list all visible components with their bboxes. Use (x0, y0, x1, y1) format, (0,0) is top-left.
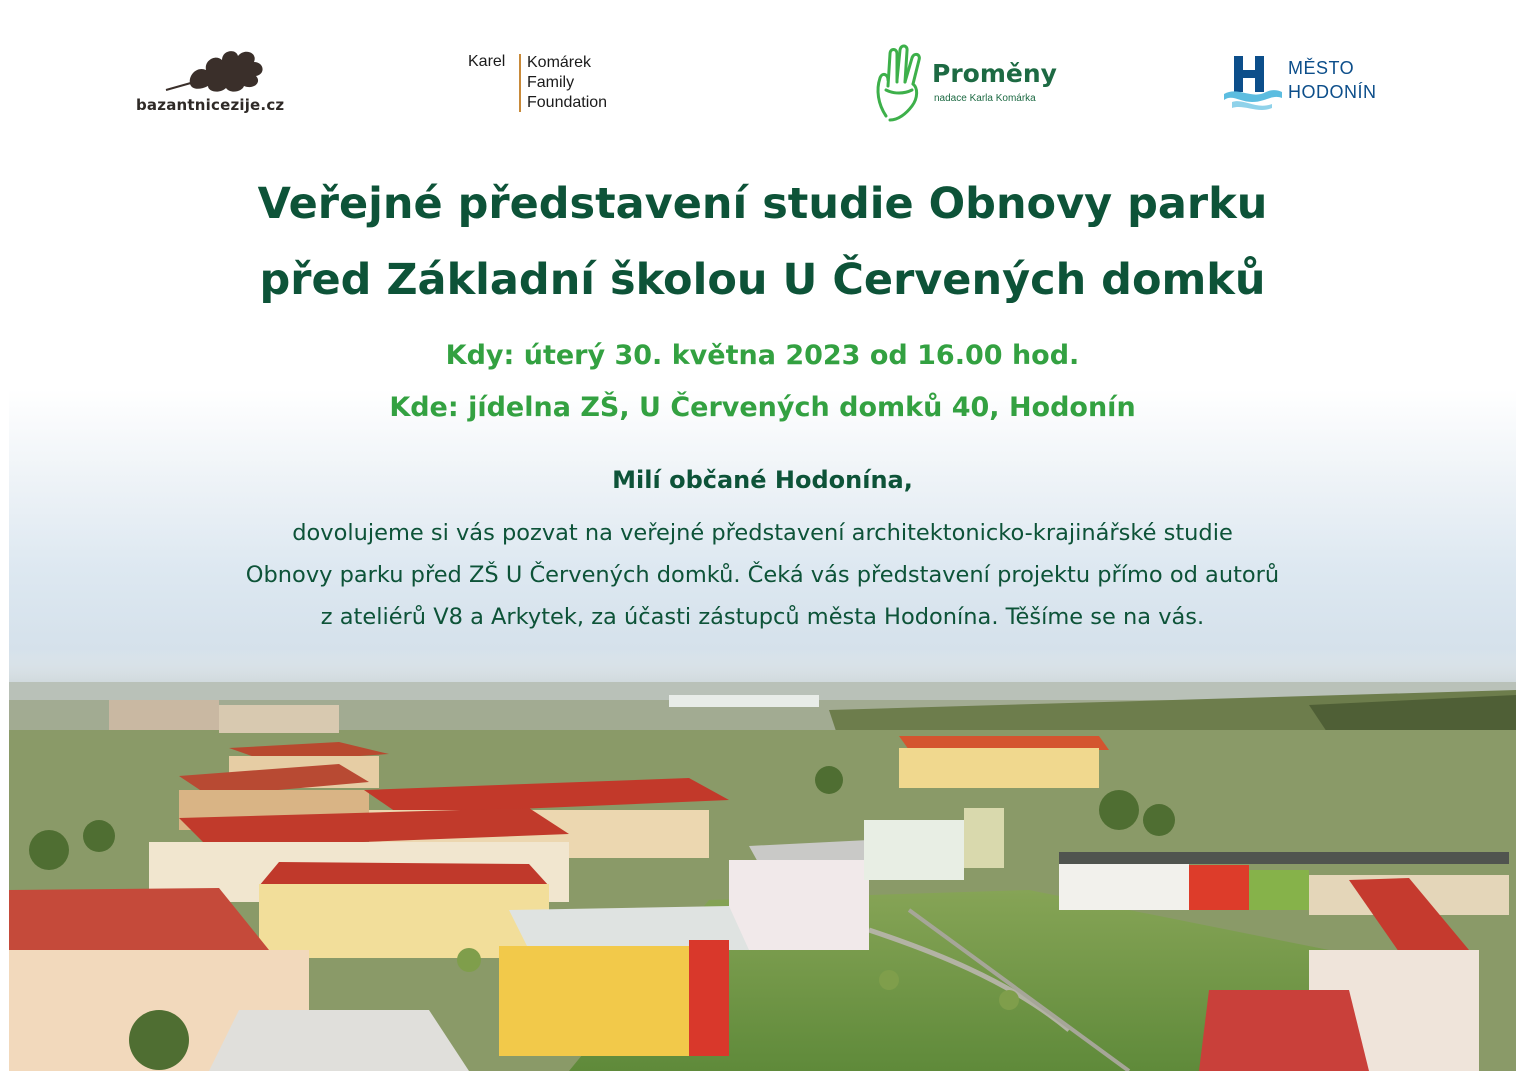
kkff-left-text: Karel (468, 53, 506, 70)
oak-leaf-icon (160, 44, 270, 94)
bazantnice-logo (130, 44, 310, 124)
aerial-photo (9, 650, 1516, 1071)
kkff-logo (466, 50, 656, 120)
greeting: Milí občané Hodonína, (612, 466, 913, 494)
aerial-photo-illustration (9, 650, 1516, 1071)
kkff-right-text (527, 53, 607, 113)
kkff-line: Foundation (527, 94, 608, 111)
hand-icon (872, 44, 930, 124)
promeny-logo (870, 44, 1100, 124)
hodonin-logo (1222, 52, 1422, 122)
promeny-name: Proměny (932, 59, 1057, 88)
hodonin-line1: MĚSTO (1288, 58, 1355, 78)
title-line: před Základní školou U Červených domků (259, 255, 1266, 305)
bazantnice-text: bazantnicezije.cz (136, 96, 285, 114)
invitation-line: dovolujeme si vás pozvat na veřejné představení architektonicko-krajinářské studie (292, 520, 1233, 546)
hodonin-line2: HODONÍN (1288, 82, 1377, 102)
invitation-line: z ateliérů V8 a Arkytek, za účasti zástupců města Hodonína. Těšíme se na vás. (320, 604, 1205, 630)
kkff-line: Family (527, 74, 575, 91)
city-emblem-icon (1222, 52, 1284, 116)
title-line: Veřejné představení studie Obnovy parku (257, 179, 1268, 229)
invitation-line: Obnovy parku před ZŠ U Červených domků. Čeká vás představení projektu přímo od autorů (245, 562, 1280, 588)
hodonin-text (1288, 56, 1377, 104)
kkff-line: Komárek (527, 54, 592, 71)
promeny-subtitle: nadace Karla Komárka (934, 93, 1036, 104)
poster-title (0, 166, 1525, 318)
invitation-text (0, 512, 1525, 638)
event-where: Kde: jídelna ZŠ, U Červených domků 40, Hodonín (389, 392, 1136, 423)
event-when: Kdy: úterý 30. května 2023 od 16.00 hod. (445, 340, 1080, 371)
kkff-divider (519, 54, 521, 112)
